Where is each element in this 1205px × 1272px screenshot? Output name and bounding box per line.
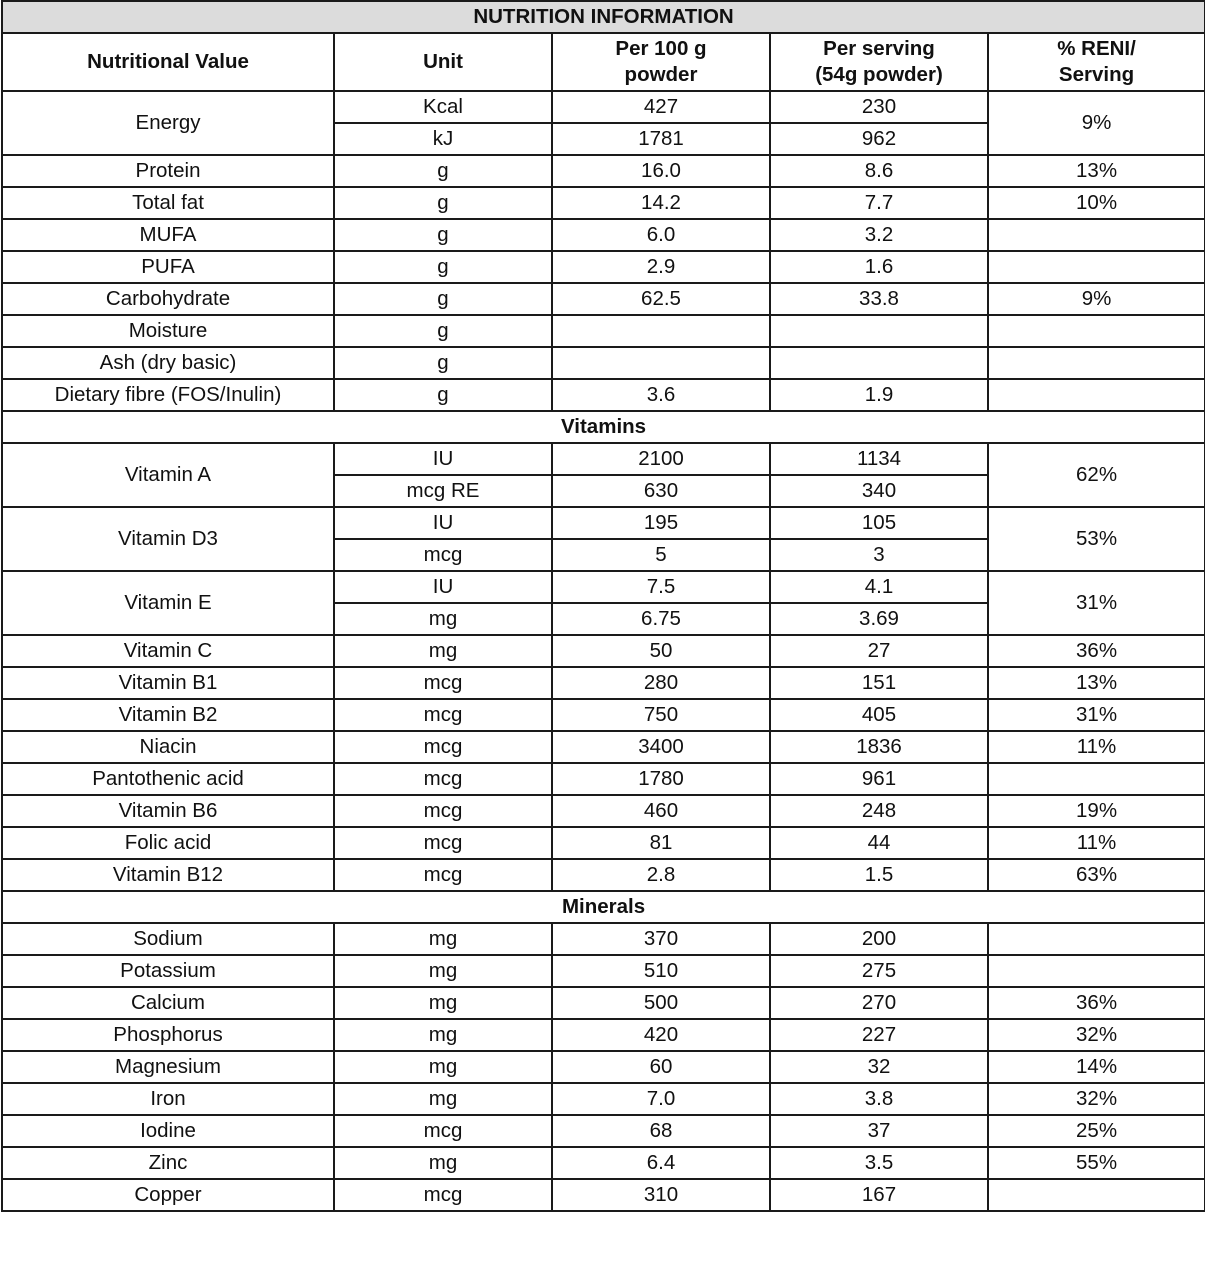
header-per-serving-line1: Per serving	[823, 37, 935, 60]
table-row	[2, 443, 1205, 475]
serving-cell: 151	[770, 667, 988, 699]
row-name: Protein	[2, 155, 334, 187]
per100-cell	[552, 315, 770, 347]
serving-cell: 270	[770, 987, 988, 1019]
row-name: Vitamin A	[2, 443, 334, 507]
per100-cell: 60	[552, 1051, 770, 1083]
section-title-minerals: Minerals	[2, 891, 1205, 923]
serving-cell: 3.69	[770, 603, 988, 635]
reni-cell: 9%	[988, 91, 1205, 155]
serving-cell: 1134	[770, 443, 988, 475]
per100-cell: 50	[552, 635, 770, 667]
row-name: Moisture	[2, 315, 334, 347]
header-reni	[988, 33, 1205, 91]
unit-cell: Kcal	[334, 91, 552, 123]
unit-cell: mg	[334, 1083, 552, 1115]
per100-cell: 1780	[552, 763, 770, 795]
header-per-serving	[770, 33, 988, 91]
table-row	[2, 347, 1205, 379]
table-row	[2, 987, 1205, 1019]
serving-cell: 248	[770, 795, 988, 827]
header-per-100g	[552, 33, 770, 91]
serving-cell: 1.5	[770, 859, 988, 891]
serving-cell: 962	[770, 123, 988, 155]
unit-cell: g	[334, 187, 552, 219]
serving-cell: 275	[770, 955, 988, 987]
table-row	[2, 379, 1205, 411]
per100-cell: 2.8	[552, 859, 770, 891]
unit-cell: mcg	[334, 667, 552, 699]
serving-cell: 405	[770, 699, 988, 731]
table-row	[2, 1179, 1205, 1211]
per100-cell: 62.5	[552, 283, 770, 315]
per100-cell: 310	[552, 1179, 770, 1211]
reni-cell: 9%	[988, 283, 1205, 315]
per100-cell: 280	[552, 667, 770, 699]
table-row	[2, 315, 1205, 347]
serving-cell: 105	[770, 507, 988, 539]
unit-cell: g	[334, 379, 552, 411]
header-per-serving-line2: (54g powder)	[815, 63, 943, 86]
serving-cell: 3.5	[770, 1147, 988, 1179]
unit-cell: mcg	[334, 1115, 552, 1147]
per100-cell: 195	[552, 507, 770, 539]
table-row	[2, 187, 1205, 219]
header-row	[2, 33, 1205, 91]
serving-cell: 200	[770, 923, 988, 955]
unit-cell: mcg	[334, 763, 552, 795]
table-row	[2, 1051, 1205, 1083]
row-name: Niacin	[2, 731, 334, 763]
per100-cell: 1781	[552, 123, 770, 155]
row-name: Phosphorus	[2, 1019, 334, 1051]
row-name: Vitamin D3	[2, 507, 334, 571]
reni-cell: 31%	[988, 571, 1205, 635]
unit-cell: mg	[334, 987, 552, 1019]
table-row	[2, 1147, 1205, 1179]
serving-cell: 227	[770, 1019, 988, 1051]
per100-cell: 2100	[552, 443, 770, 475]
unit-cell: g	[334, 347, 552, 379]
per100-cell: 6.4	[552, 1147, 770, 1179]
table-row	[2, 571, 1205, 603]
table-row	[2, 155, 1205, 187]
per100-cell	[552, 347, 770, 379]
table-row	[2, 795, 1205, 827]
row-name: Energy	[2, 91, 334, 155]
serving-cell	[770, 347, 988, 379]
reni-cell	[988, 955, 1205, 987]
per100-cell: 5	[552, 539, 770, 571]
per100-cell: 3.6	[552, 379, 770, 411]
serving-cell: 33.8	[770, 283, 988, 315]
row-name: Potassium	[2, 955, 334, 987]
reni-cell: 10%	[988, 187, 1205, 219]
unit-cell: mcg	[334, 827, 552, 859]
header-reni-line1: % RENI/	[1057, 37, 1136, 60]
unit-cell: mcg	[334, 1179, 552, 1211]
table-row	[2, 91, 1205, 123]
row-name: Vitamin B2	[2, 699, 334, 731]
per100-cell: 16.0	[552, 155, 770, 187]
per100-cell: 6.75	[552, 603, 770, 635]
unit-cell: g	[334, 315, 552, 347]
unit-cell: IU	[334, 507, 552, 539]
section-row-minerals	[2, 891, 1205, 923]
table-row	[2, 763, 1205, 795]
row-name: Copper	[2, 1179, 334, 1211]
row-name: Iron	[2, 1083, 334, 1115]
serving-cell: 8.6	[770, 155, 988, 187]
serving-cell	[770, 315, 988, 347]
per100-cell: 81	[552, 827, 770, 859]
table-row	[2, 731, 1205, 763]
table-row	[2, 1019, 1205, 1051]
serving-cell: 37	[770, 1115, 988, 1147]
reni-cell: 11%	[988, 731, 1205, 763]
row-name: Pantothenic acid	[2, 763, 334, 795]
reni-cell: 36%	[988, 987, 1205, 1019]
serving-cell: 340	[770, 475, 988, 507]
per100-cell: 2.9	[552, 251, 770, 283]
unit-cell: g	[334, 283, 552, 315]
reni-cell: 13%	[988, 667, 1205, 699]
header-per-100g-line2: powder	[624, 63, 698, 86]
row-name: Dietary fibre (FOS/Inulin)	[2, 379, 334, 411]
row-name: Zinc	[2, 1147, 334, 1179]
reni-cell	[988, 347, 1205, 379]
reni-cell: 32%	[988, 1083, 1205, 1115]
unit-cell: mg	[334, 1019, 552, 1051]
reni-cell: 14%	[988, 1051, 1205, 1083]
serving-cell: 961	[770, 763, 988, 795]
per100-cell: 750	[552, 699, 770, 731]
row-name: Vitamin E	[2, 571, 334, 635]
per100-cell: 460	[552, 795, 770, 827]
unit-cell: mg	[334, 1051, 552, 1083]
per100-cell: 370	[552, 923, 770, 955]
reni-cell: 19%	[988, 795, 1205, 827]
serving-cell: 3.2	[770, 219, 988, 251]
serving-cell: 230	[770, 91, 988, 123]
row-name: Ash (dry basic)	[2, 347, 334, 379]
row-name: PUFA	[2, 251, 334, 283]
header-nutritional-value: Nutritional Value	[2, 33, 334, 91]
row-name: Sodium	[2, 923, 334, 955]
per100-cell: 14.2	[552, 187, 770, 219]
per100-cell: 630	[552, 475, 770, 507]
per100-cell: 68	[552, 1115, 770, 1147]
reni-cell: 11%	[988, 827, 1205, 859]
unit-cell: mg	[334, 635, 552, 667]
reni-cell	[988, 1179, 1205, 1211]
unit-cell: IU	[334, 571, 552, 603]
reni-cell: 53%	[988, 507, 1205, 571]
unit-cell: mcg	[334, 539, 552, 571]
unit-cell: mg	[334, 1147, 552, 1179]
reni-cell	[988, 379, 1205, 411]
row-name: Vitamin B12	[2, 859, 334, 891]
reni-cell: 25%	[988, 1115, 1205, 1147]
reni-cell: 63%	[988, 859, 1205, 891]
reni-cell	[988, 763, 1205, 795]
table-row	[2, 1115, 1205, 1147]
per100-cell: 6.0	[552, 219, 770, 251]
reni-cell: 31%	[988, 699, 1205, 731]
header-reni-line2: Serving	[1058, 63, 1135, 86]
row-name: Magnesium	[2, 1051, 334, 1083]
per100-cell: 510	[552, 955, 770, 987]
unit-cell: g	[334, 219, 552, 251]
serving-cell: 32	[770, 1051, 988, 1083]
reni-cell	[988, 315, 1205, 347]
serving-cell: 1836	[770, 731, 988, 763]
table-row	[2, 699, 1205, 731]
header-unit: Unit	[334, 33, 552, 91]
serving-cell: 7.7	[770, 187, 988, 219]
per100-cell: 420	[552, 1019, 770, 1051]
table-row	[2, 923, 1205, 955]
unit-cell: mcg RE	[334, 475, 552, 507]
reni-cell	[988, 251, 1205, 283]
reni-cell: 32%	[988, 1019, 1205, 1051]
reni-cell: 36%	[988, 635, 1205, 667]
row-name: Calcium	[2, 987, 334, 1019]
header-per-100g-line1: Per 100 g	[615, 37, 707, 60]
nutrition-table	[1, 0, 1205, 1212]
table-row	[2, 1083, 1205, 1115]
reni-cell	[988, 923, 1205, 955]
unit-cell: mg	[334, 923, 552, 955]
serving-cell: 3	[770, 539, 988, 571]
serving-cell: 1.6	[770, 251, 988, 283]
reni-cell: 62%	[988, 443, 1205, 507]
table-row	[2, 635, 1205, 667]
serving-cell: 44	[770, 827, 988, 859]
row-name: Vitamin B6	[2, 795, 334, 827]
table-row	[2, 667, 1205, 699]
unit-cell: kJ	[334, 123, 552, 155]
unit-cell: g	[334, 251, 552, 283]
table-row	[2, 283, 1205, 315]
table-row	[2, 827, 1205, 859]
table-row	[2, 219, 1205, 251]
reni-cell: 55%	[988, 1147, 1205, 1179]
unit-cell: mcg	[334, 859, 552, 891]
table-row	[2, 507, 1205, 539]
row-name: Iodine	[2, 1115, 334, 1147]
unit-cell: mg	[334, 955, 552, 987]
serving-cell: 3.8	[770, 1083, 988, 1115]
per100-cell: 7.5	[552, 571, 770, 603]
row-name: Folic acid	[2, 827, 334, 859]
serving-cell: 1.9	[770, 379, 988, 411]
row-name: Vitamin B1	[2, 667, 334, 699]
row-name: Vitamin C	[2, 635, 334, 667]
unit-cell: mcg	[334, 731, 552, 763]
table-title: NUTRITION INFORMATION	[2, 1, 1205, 33]
reni-cell	[988, 219, 1205, 251]
table-row	[2, 251, 1205, 283]
unit-cell: mcg	[334, 699, 552, 731]
unit-cell: g	[334, 155, 552, 187]
row-name: Total fat	[2, 187, 334, 219]
unit-cell: mg	[334, 603, 552, 635]
unit-cell: mcg	[334, 795, 552, 827]
per100-cell: 3400	[552, 731, 770, 763]
serving-cell: 167	[770, 1179, 988, 1211]
section-row-vitamins	[2, 411, 1205, 443]
table-row	[2, 859, 1205, 891]
per100-cell: 7.0	[552, 1083, 770, 1115]
serving-cell: 27	[770, 635, 988, 667]
per100-cell: 427	[552, 91, 770, 123]
section-title-vitamins: Vitamins	[2, 411, 1205, 443]
unit-cell: IU	[334, 443, 552, 475]
serving-cell: 4.1	[770, 571, 988, 603]
per100-cell: 500	[552, 987, 770, 1019]
reni-cell: 13%	[988, 155, 1205, 187]
table-row	[2, 955, 1205, 987]
row-name: MUFA	[2, 219, 334, 251]
row-name: Carbohydrate	[2, 283, 334, 315]
